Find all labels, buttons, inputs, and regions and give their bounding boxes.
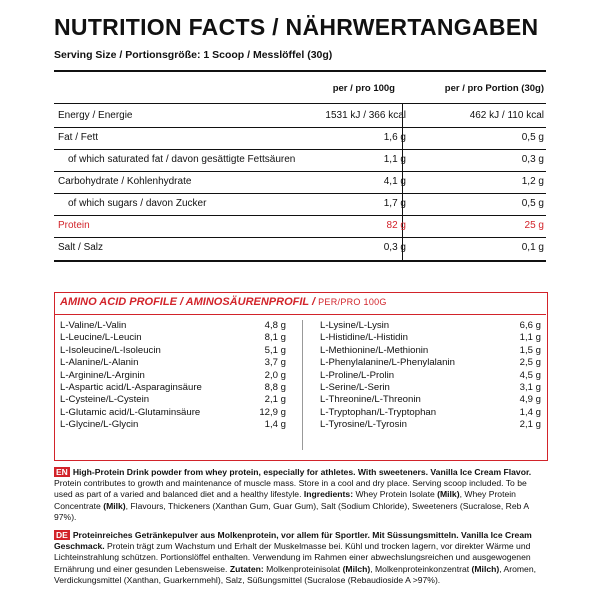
nutrient-per100: 1,6 g	[383, 132, 406, 143]
amino-value: 4,5 g	[519, 369, 541, 381]
nutrient-per100: 1531 kJ / 366 kcal	[325, 110, 406, 121]
amino-name: L-Tryptophan/L-Tryptophan	[320, 406, 437, 418]
nutrient-row	[54, 237, 544, 259]
nutrient-per100: 0,3 g	[383, 242, 406, 253]
amino-row	[320, 382, 541, 394]
amino-divider	[54, 314, 546, 315]
nutrient-row	[54, 193, 544, 215]
amino-row	[60, 370, 286, 382]
amino-name: L-Valine/L-Valin	[60, 320, 127, 331]
nutrient-per-portion: 0,3 g	[521, 154, 544, 165]
nutrient-row	[54, 149, 544, 171]
amino-title: AMINO ACID PROFILE / AMINOSÄURENPROFIL / PER/PRO 100G	[60, 296, 387, 308]
nutrient-label: Fat / Fett	[58, 132, 99, 143]
amino-name: L-Isoleucine/L-Isoleucin	[60, 344, 161, 356]
amino-row	[320, 370, 541, 382]
nutrient-per-portion: 462 kJ / 110 kcal	[469, 110, 544, 121]
nutrient-per-portion: 1,2 g	[521, 176, 544, 187]
nutrient-per-portion: 0,5 g	[521, 132, 544, 143]
amino-column-divider	[302, 320, 303, 450]
nutrient-row	[54, 215, 544, 237]
amino-name: L-Glutamic acid/L-Glutaminsäure	[60, 406, 201, 418]
amino-value: 5,1 g	[264, 344, 286, 356]
nutrient-label: Salt / Salz	[58, 242, 104, 253]
amino-name: L-Serine/L-Serin	[320, 382, 390, 393]
amino-value: 4,9 g	[519, 394, 541, 406]
amino-name: L-Aspartic acid/L-Asparaginsäure	[60, 382, 202, 393]
amino-name: L-Alanine/L-Alanin	[60, 357, 139, 369]
amino-row	[60, 419, 286, 431]
amino-value: 1,4 g	[264, 419, 286, 431]
nutrient-per100: 82 g	[386, 220, 406, 231]
nutrient-label: Carbohydrate / Kohlenhydrate	[58, 176, 192, 187]
header-per100: per / pro 100g	[332, 83, 395, 94]
amino-name: L-Threonine/L-Threonin	[320, 394, 421, 406]
amino-value: 12,9 g	[259, 406, 286, 418]
header-per-portion: per / pro Portion (30g)	[444, 83, 544, 94]
amino-value: 8,8 g	[264, 382, 286, 393]
amino-value: 2,5 g	[519, 357, 541, 369]
amino-name: L-Arginine/L-Arginin	[60, 369, 145, 381]
nutrient-per100: 4,1 g	[383, 176, 406, 187]
nutrient-row	[54, 171, 544, 193]
nutrient-label: Protein	[58, 220, 90, 231]
amino-value: 4,8 g	[264, 320, 286, 331]
amino-value: 1,5 g	[519, 344, 541, 356]
nutrient-per-portion: 0,5 g	[521, 198, 544, 209]
amino-value: 6,6 g	[519, 320, 541, 331]
amino-row	[320, 394, 541, 406]
amino-row	[320, 320, 541, 332]
amino-value: 2,1 g	[519, 419, 541, 431]
divider-header	[54, 103, 546, 104]
amino-name: L-Histidine/L-Histidin	[320, 332, 408, 344]
nutrient-per-portion: 25 g	[524, 220, 544, 231]
nutrient-row	[54, 127, 544, 149]
amino-value: 2,0 g	[264, 369, 286, 381]
english-description: EN High-Protein Drink powder from whey protein, especially for athletes. With sweeteners. Vanilla Ice Cream Flavor. Protein contributes to growth and maintenance of muscle mass. Store in a cool and dry place. Serving scoop included. To be used as part of a varied and balanced diet and a healthy lifestyle. Ingredients: Whey Protein Isolate (Milk), Whey Protein Concentrate (Milk), Flavours, Thickeners (Xanthan Gum, Guar Gum), Salt (Sodium Chloride), Sweeteners (Sucralose, Reb A 97%).	[54, 467, 532, 522]
german-description: DE Proteinreiches Getränkepulver aus Molkenprotein, vor allem für Sportler. Mit Süssungsmitteln. Vanilla Ice Cream Geschmack. Protein trägt zum Wachstum und Erhalt der Muskelmasse bei. Kühl und trocken lagern, vor direkter Wärme und Lichteinstrahlung schützen. Portionslöffel enthalten. Verwendung im Rahmen einer abwechslungsreichen und ausgewogenen Ernährung und einer gesunden Lebensweise. Zutaten: Molkenproteinisolat (Milch), Molkenproteinkonzentrat (Milch), Aromen, Verdickungsmittel (Xanthan, Guarkernmehl), Salz, Süßungsmittel (Sucralose (Rebaudioside A >97%).	[54, 530, 536, 585]
page-title: NUTRITION FACTS / NÄHRWERTANGABEN	[54, 14, 539, 40]
nutrient-label: Energy / Energie	[58, 110, 133, 121]
amino-name: L-Lysine/L-Lysin	[320, 320, 390, 331]
de-tag: DE	[56, 530, 68, 540]
amino-value: 3,1 g	[519, 382, 541, 393]
amino-value: 1,4 g	[519, 406, 541, 418]
amino-name: L-Glycine/L-Glycin	[60, 419, 139, 431]
amino-row	[320, 345, 541, 357]
amino-name: L-Proline/L-Prolin	[320, 369, 395, 381]
amino-value: 3,7 g	[264, 357, 286, 369]
amino-name: L-Phenylalanine/L-Phenylalanin	[320, 357, 455, 369]
amino-name: L-Cysteine/L-Cystein	[60, 394, 150, 406]
nutrient-per100: 1,7 g	[383, 198, 406, 209]
amino-row	[320, 332, 541, 344]
en-tag: EN	[56, 467, 68, 477]
nutrient-label: of which sugars / davon Zucker	[68, 198, 207, 209]
amino-row	[60, 382, 286, 394]
amino-row	[320, 357, 541, 369]
amino-value: 1,1 g	[519, 332, 541, 344]
de-headline: Proteinreiches Getränkepulver aus Molkenprotein, vor allem für Sportler. Mit Süssungsmitteln. Vanilla Ice Cream Geschmack.	[54, 530, 532, 552]
nutrient-row	[54, 105, 544, 127]
en-headline: High-Protein Drink powder from whey protein, especially for athletes. With sweeteners. Vanilla Ice Cream Flavor.	[72, 467, 532, 477]
amino-row	[60, 345, 286, 357]
amino-row	[60, 332, 286, 344]
amino-value: 8,1 g	[264, 332, 286, 344]
nutrient-per100: 1,1 g	[383, 154, 406, 165]
amino-name: L-Methionine/L-Methionin	[320, 344, 429, 356]
amino-row	[320, 407, 541, 419]
divider-top	[54, 70, 546, 72]
amino-value: 2,1 g	[264, 394, 286, 406]
nutrient-label: of which saturated fat / davon gesättigte Fettsäuren	[68, 154, 296, 165]
amino-row	[60, 357, 286, 369]
nutrient-per-portion: 0,1 g	[521, 242, 544, 253]
amino-row	[60, 394, 286, 406]
divider-bottom	[54, 260, 546, 262]
amino-name: L-Leucine/L-Leucin	[60, 332, 142, 344]
amino-row	[60, 320, 286, 332]
amino-name: L-Tyrosine/L-Tyrosin	[320, 419, 407, 431]
amino-row	[320, 419, 541, 431]
serving-size: Serving Size / Portionsgröße: 1 Scoop / Messlöffel (30g)	[54, 49, 333, 61]
amino-row	[60, 407, 286, 419]
